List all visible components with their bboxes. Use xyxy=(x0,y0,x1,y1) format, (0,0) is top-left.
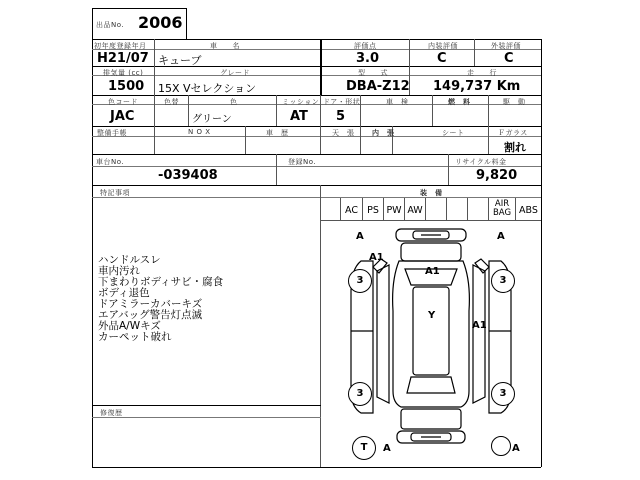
grade-value: 15X Vセレクション xyxy=(158,82,257,95)
recycle-value: 9,820 xyxy=(476,168,518,183)
remark-line: 外品A/Wキズ xyxy=(98,320,161,332)
tire-rear-right: 3 xyxy=(491,382,515,406)
equip-abs: ABS xyxy=(519,205,538,216)
mileage-value: 149,737 Km xyxy=(433,79,521,94)
interior-trim-label: 内 張 xyxy=(372,129,395,137)
frame-bottom xyxy=(92,467,541,468)
sunroof-label: 天 張 xyxy=(332,129,355,137)
fuel-label: 燃 料 xyxy=(448,98,471,106)
recycle-label: リサイクル料金 xyxy=(455,158,507,166)
row4-mid xyxy=(92,136,541,137)
equip-aw: AW xyxy=(407,205,423,216)
drive-label: 駆 動 xyxy=(503,98,526,106)
tire-front-left: 3 xyxy=(348,269,372,293)
lot-number: 2006 xyxy=(138,13,183,32)
grade-label: グレード xyxy=(220,69,250,77)
mission-label: ミッション xyxy=(282,98,320,106)
mark-a1-center: A1 xyxy=(425,266,440,277)
score-value: 3.0 xyxy=(356,51,380,66)
mark-a-top-right: A xyxy=(497,231,505,242)
displacement-value: 1500 xyxy=(108,79,145,94)
mark-a1-left: A1 xyxy=(369,252,384,263)
year-label: 初年度登録年月 xyxy=(94,42,147,50)
mileage-label: 走 行 xyxy=(467,69,497,77)
tire-rear-left: 3 xyxy=(348,382,372,406)
row5-bottom xyxy=(92,185,541,186)
mark-a-bottom-left: A xyxy=(383,443,391,454)
equip-pw: PW xyxy=(386,205,402,216)
remark-line: ハンドルスレ xyxy=(98,254,161,266)
nox-label: N O X xyxy=(188,128,211,136)
remark-line: カーペット破れ xyxy=(98,331,172,343)
repair-label: 修復歴 xyxy=(100,409,123,417)
history-label: 車 歴 xyxy=(266,129,289,137)
remark-line: 下まわりボディサビ・腐食 xyxy=(98,276,224,288)
seat-label: シート xyxy=(442,129,465,137)
displacement-label: 排気量 (cc) xyxy=(103,69,144,77)
model-label: 型 式 xyxy=(358,69,388,77)
tire-front-right: 3 xyxy=(491,269,515,293)
color-code-label: 色コード xyxy=(108,98,138,106)
color-code-value: JAC xyxy=(110,109,135,124)
color-label: 色 xyxy=(230,98,238,106)
mark-a-top-left: A xyxy=(356,231,364,242)
section-label-line xyxy=(92,197,541,198)
inspection-label: 車 検 xyxy=(386,98,409,106)
mission-value: AT xyxy=(290,109,308,124)
row4-bottom xyxy=(92,154,541,155)
rear-right-circle xyxy=(491,436,511,456)
remark-line: 車内汚れ xyxy=(98,265,140,277)
row3-bottom xyxy=(92,126,541,127)
exterior-value: C xyxy=(504,51,514,66)
car-diagram xyxy=(321,221,541,467)
interior-value: C xyxy=(437,51,447,66)
remarks-list xyxy=(98,255,223,343)
chassis-label: 車台No. xyxy=(96,158,125,166)
remarks-label: 特記事項 xyxy=(100,189,130,197)
name-value: キューブ xyxy=(158,54,202,67)
mark-a-bottom-right: A xyxy=(512,443,520,454)
model-value: DBA-Z12 xyxy=(346,79,410,94)
maintenance-label: 整備手帳 xyxy=(97,129,127,137)
doors-label: ドア・形状 xyxy=(323,98,361,106)
score-label: 評価点 xyxy=(354,42,377,50)
reg-label: 登録No. xyxy=(288,158,317,166)
doors-value: 5 xyxy=(336,109,346,124)
color-value: グリーン xyxy=(192,114,232,125)
chassis-value: -039408 xyxy=(158,168,218,183)
remark-line: ドアミラーカバーキズ xyxy=(98,298,203,310)
equip-ps: PS xyxy=(367,205,379,216)
remark-line: エアバッグ警告灯点滅 xyxy=(98,309,203,321)
fglass-value: 割れ xyxy=(504,141,526,154)
year-value: H21/07 xyxy=(97,51,149,66)
equipment-label: 装 備 xyxy=(420,189,443,197)
interior-label: 内装評価 xyxy=(428,42,458,50)
frame-right xyxy=(541,39,542,467)
fglass-label: Ｆガラス xyxy=(498,129,528,137)
repair-line xyxy=(92,417,321,418)
remark-line: ボディ退色 xyxy=(98,287,150,299)
equip-ac: AC xyxy=(345,205,358,216)
mark-y-center: Y xyxy=(428,310,436,321)
color-change-label: 色替 xyxy=(164,98,179,106)
exterior-label: 外装評価 xyxy=(491,42,521,50)
spare-tire-mark: T xyxy=(352,436,376,460)
equip-airbag: AIR BAG xyxy=(492,199,512,218)
repair-line-top xyxy=(92,405,321,406)
mark-a1-right: A1 xyxy=(472,320,487,331)
lot-label: 出品No. xyxy=(96,21,125,29)
name-label: 車 名 xyxy=(210,42,240,50)
